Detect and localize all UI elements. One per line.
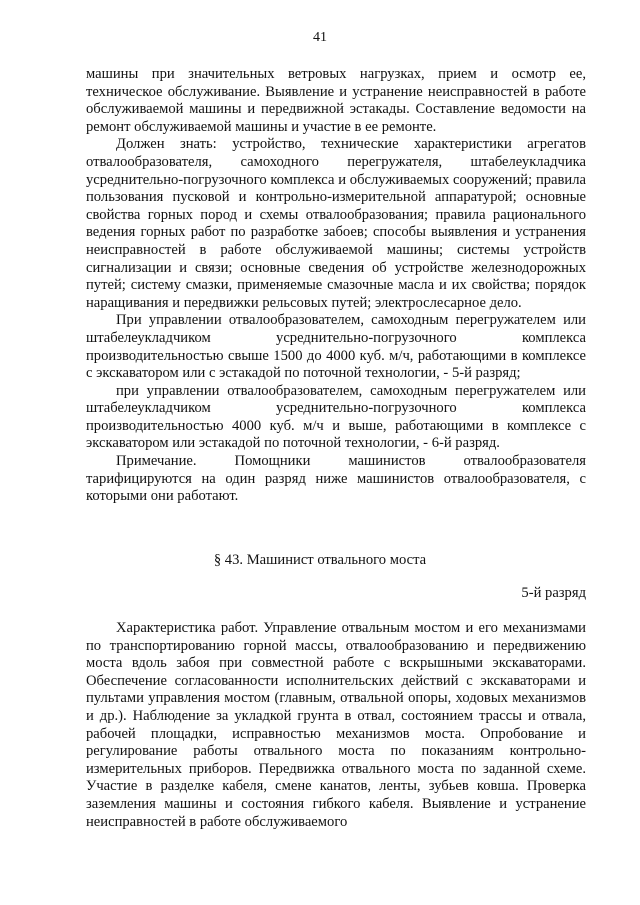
page-number: 41 xyxy=(313,30,327,45)
body-text-bottom xyxy=(86,620,586,831)
body-text-top xyxy=(86,66,586,506)
paragraph-grade-5-condition: При управлении отвалообразователем, самоходным перегружателем или штабелеукладчиком усреднительно-погрузочного комплекса производительностью свыше 1500 до 4000 куб. м/ч, работающими в комплексе с экскаватором или с эстакадой по поточной технологии, - 5-й разряд; xyxy=(86,312,586,382)
paragraph-work-characteristic: Характеристика работ. Управление отвальным мостом и его механизмами по транспортированию горной массы, отвалообразованию и передвижению моста вдоль забоя при совместной работе с вскрышными экскаваторами. Обеспечение согласованности исполнительских действий с экскаваторами и пультами управления мостом (главным, отвальной опоры, ходовых механизмов и др.). Наблюдение за укладкой грунта в отвал, состоянием трассы и отвала, рабочей площадки, исправностью механизмов моста. Опробование и регулирование работы отвального моста по показаниям контрольно-измерительных приборов. Передвижка отвального моста по заданной схеме. Участие в разделке кабеля, смене канатов, ленты, зубьев ковша. Проверка заземления машины и состояния гибкого кабеля. Выявление и устранение неисправностей в работе обслуживаемого xyxy=(86,620,586,830)
section-heading: § 43. Машинист отвального моста xyxy=(213,552,427,568)
paragraph-note: Примечание. Помощники машинистов отвалообразователя тарифицируются на один разряд ниже машинистов отвалообразователя, с которыми они работают. xyxy=(86,453,586,505)
paragraph-grade-6-condition: при управлении отвалообразователем, самоходным перегружателем или штабелеукладчиком усреднительно-погрузочного комплекса производительностью 4000 куб. м/ч и выше, работающими в комплексе с экскаватором или эстакадой по поточной технологии, - 6-й разряд. xyxy=(86,382,586,452)
paragraph-continuation: машины при значительных ветровых нагрузках, прием и осмотр ее, техническое обслуживание. Выявление и устранение неисправностей в работе обслуживаемой машины и передвижной эстакады. Составление ведомости на ремонт обслуживаемой машины и участие в ее ремонте. xyxy=(86,66,586,135)
paragraph-must-know: Должен знать: устройство, технические характеристики агрегатов отвалообразователя, самоходного перегружателя, штабелеукладчика усреднительно-погрузочного комплекса и обслуживаемых сооружений; правила пользования пусковой и контрольно-измерительной аппаратурой; основные свойства горных пород и схемы отвалообразования; правила рационального ведения горных работ по разработке забоев; способы выявления и устранения неисправностей в работе обслуживаемой машины; системы устройств сигнализации и связи; основные сведения об устройстве железнодорожных путей; систему смазки, применяемые смазочные масла и их свойства; порядок наращивания и передвижки рельсовых путей; электрослесарное дело. xyxy=(86,136,586,311)
grade-label: 5-й разряд xyxy=(521,585,586,601)
